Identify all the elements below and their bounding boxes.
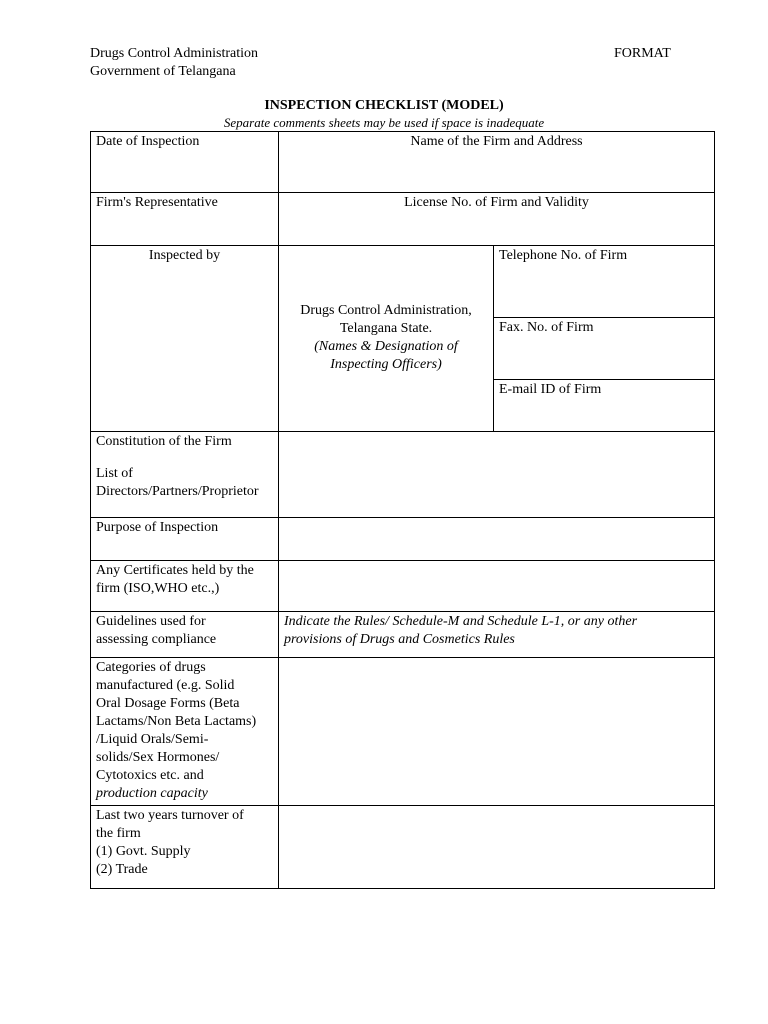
email-label: E-mail ID of Firm (494, 380, 715, 432)
fax-label: Fax. No. of Firm (494, 318, 715, 380)
org-header (90, 45, 258, 81)
row-categories (91, 658, 715, 806)
categories-line: Categories of drugs (96, 660, 206, 675)
row-representative-license (91, 193, 715, 246)
inspector-note2: Inspecting Officers) (330, 357, 442, 372)
categories-line: Lactams/Non Beta Lactams) (96, 714, 257, 729)
certificates-line1: Any Certificates held by the (96, 563, 254, 578)
certificates-value (279, 561, 715, 612)
inspector-line2: Telangana State. (339, 321, 433, 336)
constitution-label: Constitution of the Firm (96, 434, 232, 449)
row-purpose (91, 518, 715, 561)
turnover-cell (91, 806, 279, 889)
directors-line1: List of (96, 466, 133, 481)
purpose-value (279, 518, 715, 561)
turnover-line: (1) Govt. Supply (96, 844, 191, 859)
inspector-line1: Drugs Control Administration, (300, 303, 472, 318)
categories-line: solids/Sex Hormones/ (96, 750, 220, 765)
inspector-note1: (Names & Designation of (314, 339, 458, 354)
inspected-by-label: Inspected by (91, 246, 279, 432)
row-turnover (91, 806, 715, 889)
org-name: Drugs Control Administration (90, 46, 258, 61)
inspector-details (279, 246, 494, 432)
directors-line2: Directors/Partners/Proprietor (96, 484, 259, 499)
turnover-line: Last two years turnover of (96, 808, 244, 823)
page-subtitle: Separate comments sheets may be used if space is inadequate (223, 115, 545, 130)
categories-line: Oral Dosage Forms (Beta (96, 696, 240, 711)
categories-cell (91, 658, 279, 806)
row-certificates (91, 561, 715, 612)
license-no-label: License No. of Firm and Validity (279, 193, 715, 246)
row-date-firm (91, 132, 715, 193)
categories-value (279, 658, 715, 806)
categories-line: Cytotoxics etc. and (96, 768, 204, 783)
guidelines-line1: Guidelines used for (96, 614, 206, 629)
certificates-line2: firm (ISO,WHO etc.,) (96, 581, 220, 596)
org-government: Government of Telangana (90, 64, 236, 79)
firm-name-address-label: Name of the Firm and Address (279, 132, 715, 193)
format-label: FORMAT (614, 46, 671, 61)
guidelines-value-line1: Indicate the Rules/ Schedule-M and Schedule L-1, or any other (284, 614, 638, 629)
turnover-line: the firm (96, 826, 141, 841)
row-inspected-telephone (91, 246, 715, 318)
telephone-label: Telephone No. of Firm (494, 246, 715, 318)
guidelines-value-line2: provisions of Drugs and Cosmetics Rules (284, 632, 515, 647)
categories-line: manufactured (e.g. Solid (96, 678, 235, 693)
guidelines-value (279, 612, 715, 658)
firm-representative-label: Firm's Representative (91, 193, 279, 246)
turnover-value (279, 806, 715, 889)
certificates-cell (91, 561, 279, 612)
page-title: INSPECTION CHECKLIST (MODEL) (264, 98, 504, 113)
constitution-value (279, 432, 715, 518)
purpose-label: Purpose of Inspection (91, 518, 279, 561)
row-guidelines (91, 612, 715, 658)
guidelines-line2: assessing compliance (96, 632, 217, 647)
constitution-cell (91, 432, 279, 518)
inspection-checklist-table (90, 131, 715, 889)
guidelines-cell (91, 612, 279, 658)
categories-production-capacity: production capacity (96, 786, 208, 801)
row-constitution (91, 432, 715, 518)
turnover-line: (2) Trade (96, 862, 148, 877)
date-of-inspection-label: Date of Inspection (91, 132, 279, 193)
categories-line: /Liquid Orals/Semi- (96, 732, 209, 747)
